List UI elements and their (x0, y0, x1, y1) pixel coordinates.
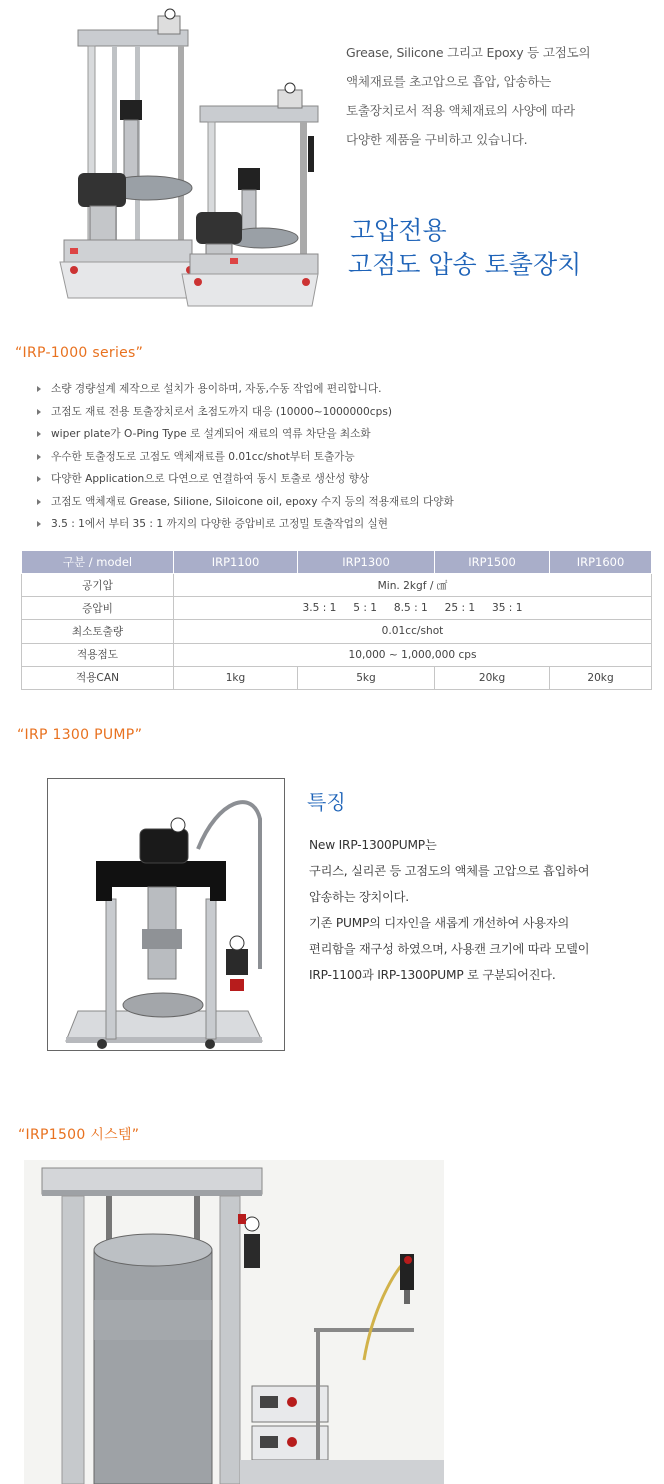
table-cell: 0.01cc/shot (174, 620, 652, 643)
pump-description (309, 832, 649, 988)
bullet-icon (37, 386, 41, 392)
row-label: 최소토출량 (22, 620, 174, 643)
list-item (35, 423, 655, 446)
bullet-icon (37, 431, 41, 437)
feature-text: 소량 경량설계 제작으로 설치가 용이하며, 자동,수동 작업에 편리합니다. (51, 383, 382, 395)
pump-desc-line: IRP-1100과 IRP-1300PUMP 로 구분되어진다. (309, 968, 556, 982)
pump-image-frame (47, 778, 285, 1051)
table-cell: 20kg (435, 666, 550, 689)
list-item (35, 446, 655, 469)
bullet-icon (37, 521, 41, 527)
pump-desc-line: New IRP-1300PUMP는 (309, 838, 437, 852)
pump-image (48, 779, 284, 1050)
feature-list (35, 378, 655, 536)
feature-text: 고점도 액체재료 Grease, Silione, Siloicone oil, epoxy 수지 등의 적용재료의 다양화 (51, 495, 454, 508)
table-cell: 10,000 ~ 1,000,000 cps (174, 643, 652, 666)
hero-desc-line: Grease, Silicone 그리고 Epoxy 등 고점도의 (346, 45, 591, 60)
hero-title-line2: 고점도 압송 토출장치 (348, 250, 582, 279)
row-label: 적용점도 (22, 643, 174, 666)
bullet-icon (37, 454, 41, 460)
pump-desc-line: 편리함을 재구성 하였으며, 사용캔 크기에 따라 모델이 (309, 942, 590, 956)
feature-text: 우수한 토출정도로 고점도 액체재료를 0.01cc/shot부터 토출가능 (51, 450, 355, 463)
table-cell: 1kg (174, 666, 298, 689)
system-heading: “IRP1500 시스템” (18, 1127, 140, 1143)
list-item (35, 513, 655, 536)
row-label: 공기압 (22, 574, 174, 597)
list-item (35, 401, 655, 424)
column-header: IRP1600 (550, 551, 652, 574)
row-label: 증압비 (22, 597, 174, 620)
bullet-icon (37, 499, 41, 505)
spec-table (21, 550, 652, 690)
column-header: IRP1500 (435, 551, 550, 574)
table-row (22, 574, 652, 597)
table-cell: 20kg (550, 666, 652, 689)
list-item (35, 378, 655, 401)
machine-right (182, 83, 318, 306)
series-heading: “IRP-1000 series” (15, 345, 144, 361)
table-cell: 5kg (298, 666, 435, 689)
table-row (22, 643, 652, 666)
pump-desc-line: 기존 PUMP의 디자인을 새롭게 개선하여 사용자의 (309, 916, 570, 930)
column-header: IRP1300 (298, 551, 435, 574)
hero-title-line1: 고압전용 (350, 216, 447, 245)
hero-machines-image (50, 8, 320, 308)
table-row (22, 666, 652, 689)
table-cell: Min. 2kgf / ㎠ (174, 574, 652, 597)
hero-desc-line: 다양한 제품을 구비하고 있습니다. (346, 132, 528, 147)
pump-desc-line: 압송하는 장치이다. (309, 890, 409, 904)
hero-desc-line: 액체재료를 초고압으로 흡압, 압송하는 (346, 74, 552, 89)
feature-text: 다양한 Application으로 다연으로 연결하여 동시 토출로 생산성 향상 (51, 473, 370, 485)
table-header-row (22, 551, 652, 574)
table-row (22, 620, 652, 643)
bullet-icon (37, 409, 41, 415)
row-label: 적용CAN (22, 666, 174, 689)
hero-description (346, 38, 646, 154)
bullet-icon (37, 476, 41, 482)
pump-desc-line: 구리스, 실리콘 등 고점도의 액체를 고압으로 흡입하여 (309, 864, 590, 878)
table-row (22, 597, 652, 620)
column-header: IRP1100 (174, 551, 298, 574)
pump-heading: “IRP 1300 PUMP” (17, 727, 143, 743)
list-item (35, 468, 655, 491)
table-cell: 3.5 : 1 5 : 1 8.5 : 1 25 : 1 35 : 1 (174, 597, 652, 620)
hero-desc-line: 토출장치로서 적용 액체재료의 사양에 따라 (346, 103, 575, 118)
hero-title (348, 214, 581, 282)
system-image (24, 1160, 444, 1484)
feature-text: 고점도 재료 전용 토출장치로서 초점도까지 대응 (10000~1000000cps) (51, 405, 392, 418)
feature-text: wiper plate가 O-Ping Type 로 설계되어 재료의 역류 차단을 최소화 (51, 428, 371, 440)
pump-feature-title: 특징 (307, 790, 346, 814)
feature-text: 3.5 : 1에서 부터 35 : 1 까지의 다양한 증압비로 고정밀 토출작업의 실현 (51, 518, 388, 530)
column-header: 구분 / model (22, 551, 174, 574)
list-item (35, 491, 655, 514)
machine-left (60, 9, 200, 298)
